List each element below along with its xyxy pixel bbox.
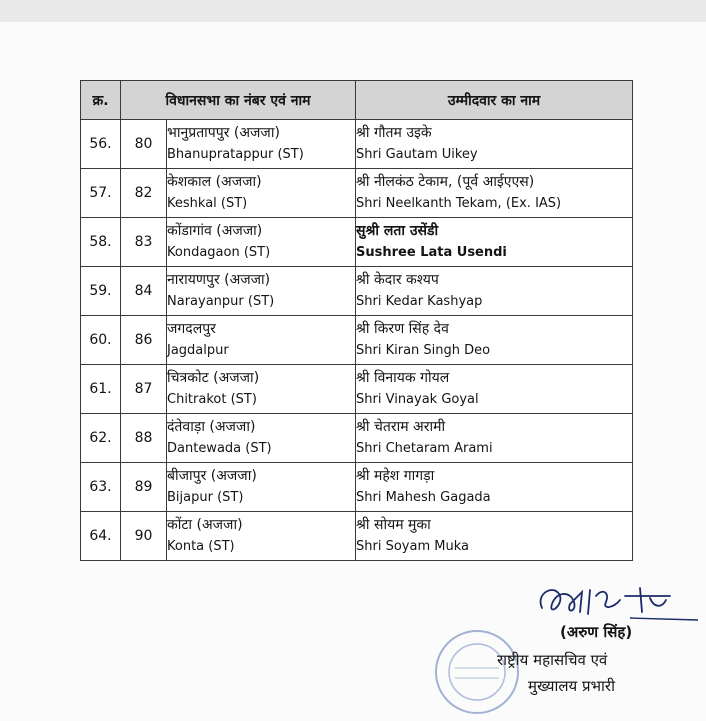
row-constituency-name [167, 267, 356, 316]
constituency-name-hindi: चित्रकोट (अजजा) [167, 370, 260, 386]
candidate-name-hindi: श्री किरण सिंह देव [356, 321, 449, 337]
constituency-name-english: Kondagaon (ST) [167, 245, 271, 260]
row-serial: 57. [81, 169, 121, 218]
row-constituency-number: 88 [121, 414, 167, 463]
header-serial: क्र. [81, 81, 121, 120]
candidate-name-english: Shri Vinayak Goyal [356, 392, 479, 407]
candidate-name-english: Shri Kedar Kashyap [356, 294, 483, 309]
candidate-name-english: Sushree Lata Usendi [356, 245, 507, 260]
row-candidate [356, 512, 633, 561]
row-constituency-name [167, 512, 356, 561]
header-candidate: उम्मीदवार का नाम [356, 81, 633, 120]
constituency-name-english: Chitrakot (ST) [167, 392, 257, 407]
row-serial: 61. [81, 365, 121, 414]
row-constituency-name [167, 463, 356, 512]
constituency-name-hindi: जगदलपुर [167, 321, 216, 337]
top-bar [0, 0, 706, 22]
constituency-name-english: Dantewada (ST) [167, 441, 272, 456]
candidate-table [80, 80, 633, 561]
row-constituency-number: 82 [121, 169, 167, 218]
party-seal-stamp [433, 628, 521, 716]
constituency-name-english: Bijapur (ST) [167, 490, 244, 505]
constituency-name-hindi: भानुप्रतापपुर (अजजा) [167, 125, 280, 141]
table-row [81, 463, 633, 512]
row-serial: 60. [81, 316, 121, 365]
row-serial: 58. [81, 218, 121, 267]
constituency-name-english: Keshkal (ST) [167, 196, 248, 211]
candidate-name-hindi: सुश्री लता उसेंडी [356, 223, 439, 239]
candidate-name-english: Shri Gautam Uikey [356, 147, 478, 162]
header-constituency: विधानसभा का नंबर एवं नाम [121, 81, 356, 120]
candidate-name-hindi: श्री गौतम उइके [356, 125, 432, 141]
table-header-row [81, 81, 633, 120]
constituency-name-hindi: कोंटा (अजजा) [167, 517, 243, 533]
row-serial: 64. [81, 512, 121, 561]
candidate-name-hindi: श्री केदार कश्यप [356, 272, 439, 288]
table-row [81, 120, 633, 169]
table-row [81, 414, 633, 463]
constituency-name-hindi: बीजापुर (अजजा) [167, 468, 257, 484]
constituency-name-hindi: केशकाल (अजजा) [167, 174, 262, 190]
constituency-name-english: Narayanpur (ST) [167, 294, 275, 309]
table-row [81, 169, 633, 218]
signatory-name: (अरुण सिंह) [560, 623, 633, 641]
row-constituency-name [167, 218, 356, 267]
row-candidate [356, 414, 633, 463]
table-row [81, 267, 633, 316]
constituency-name-hindi: नारायणपुर (अजजा) [167, 272, 271, 288]
row-constituency-name [167, 365, 356, 414]
row-constituency-number: 86 [121, 316, 167, 365]
row-constituency-number: 89 [121, 463, 167, 512]
candidate-name-hindi: श्री नीलकंठ टेकाम, (पूर्व आईएएस) [356, 174, 535, 190]
row-serial: 63. [81, 463, 121, 512]
handwritten-signature [530, 578, 700, 628]
row-constituency-name [167, 169, 356, 218]
candidate-name-hindi: श्री महेश गागड़ा [356, 468, 435, 484]
row-candidate [356, 169, 633, 218]
table-row [81, 365, 633, 414]
row-constituency-name [167, 316, 356, 365]
signatory-designation-line1: राष्ट्रीय महासचिव एवं [497, 651, 608, 669]
constituency-name-english: Bhanupratappur (ST) [167, 147, 304, 162]
candidate-name-english: Shri Chetaram Arami [356, 441, 493, 456]
constituency-name-hindi: दंतेवाड़ा (अजजा) [167, 419, 256, 435]
candidate-name-english: Shri Mahesh Gagada [356, 490, 491, 505]
candidate-name-hindi: श्री सोयम मुका [356, 517, 431, 533]
row-candidate [356, 463, 633, 512]
constituency-name-english: Jagdalpur [167, 343, 229, 358]
row-constituency-name [167, 120, 356, 169]
candidate-name-hindi: श्री विनायक गोयल [356, 370, 450, 386]
row-candidate [356, 365, 633, 414]
row-candidate [356, 120, 633, 169]
table-row [81, 512, 633, 561]
row-constituency-number: 84 [121, 267, 167, 316]
signatory-designation-line2: मुख्यालय प्रभारी [528, 677, 615, 695]
candidate-name-english: Shri Neelkanth Tekam, (Ex. IAS) [356, 196, 562, 211]
candidate-name-hindi: श्री चेतराम अरामी [356, 419, 446, 435]
candidate-name-english: Shri Kiran Singh Deo [356, 343, 491, 358]
row-candidate [356, 218, 633, 267]
row-constituency-number: 90 [121, 512, 167, 561]
constituency-name-hindi: कोंडागांव (अजजा) [167, 223, 263, 239]
row-serial: 56. [81, 120, 121, 169]
row-constituency-number: 80 [121, 120, 167, 169]
constituency-name-english: Konta (ST) [167, 539, 235, 554]
row-constituency-number: 87 [121, 365, 167, 414]
table-row [81, 316, 633, 365]
row-constituency-number: 83 [121, 218, 167, 267]
row-serial: 62. [81, 414, 121, 463]
row-constituency-name [167, 414, 356, 463]
table-row [81, 218, 633, 267]
row-serial: 59. [81, 267, 121, 316]
row-candidate [356, 267, 633, 316]
row-candidate [356, 316, 633, 365]
candidate-name-english: Shri Soyam Muka [356, 539, 469, 554]
